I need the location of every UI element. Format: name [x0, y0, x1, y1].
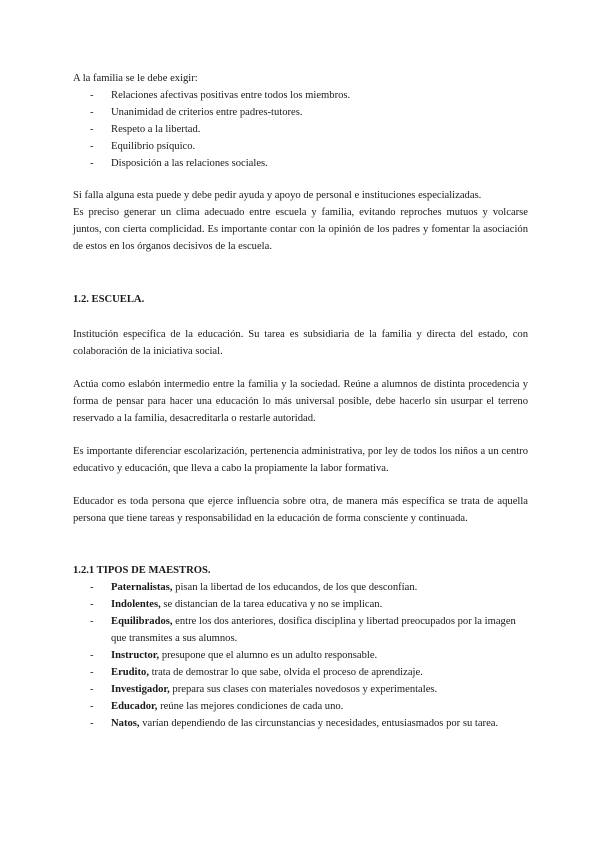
list-item: - Disposición a las relaciones sociales.: [73, 155, 528, 172]
section-heading-tipos-maestros: 1.2.1 TIPOS DE MAESTROS.: [73, 565, 211, 576]
term: Equilibrados,: [111, 616, 173, 627]
list-item: [73, 681, 528, 698]
list-item: - Equilibrio psíquico.: [73, 138, 528, 155]
term: Natos,: [111, 718, 140, 729]
family-paragraph-2: Es preciso generar un clima adecuado entre escuela y familia, evitando reproches mutuos y volcarse juntos, con cierta complicidad. Es importante contar con la opinión de los padres y fomentar la asociación de estos en los órganos decisivos de la escuela.: [73, 207, 528, 252]
list-item: [73, 596, 528, 613]
escuela-paragraph-1: Institución específica de la educación. Su tarea es subsidiaria de la familia y directa del estado, con colaboración de la iniciativa social.: [73, 329, 528, 357]
escuela-paragraph-2: Actúa como eslabón intermedio entre la familia y la sociedad. Reúne a alumnos de distinta procedencia y forma de pensar para hacer una educación lo más universal posible, debe hacerlo sin usurpar el terreno reservado a la familia, desacreditarla o restarle autoridad.: [73, 379, 528, 424]
list-item: - Respeto a la libertad.: [73, 121, 528, 138]
escuela-paragraph-4: Educador es toda persona que ejerce influencia sobre otra, de manera más específica se trata de aquella persona que tiene tareas y responsabilidad en la educación de forma consciente y continuada.: [73, 496, 528, 524]
escuela-paragraph-3: Es importante diferenciar escolarización, pertenencia administrativa, por ley de todos los niños a un centro educativo y educación, que lleva a cabo la propiamente la labor formativa.: [73, 446, 528, 474]
term: Indolentes,: [111, 599, 161, 610]
description: reúne las mejores condiciones de cada uno.: [157, 701, 344, 712]
term: Investigador,: [111, 684, 170, 695]
family-requirements-list: [73, 87, 528, 172]
family-paragraph-1: Si falla alguna esta puede y debe pedir ayuda y apoyo de personal e instituciones especializadas.: [73, 190, 482, 201]
term: Erudito,: [111, 667, 149, 678]
list-item: [73, 613, 528, 647]
description: pisan la libertad de los educandos, de los que desconfían.: [172, 582, 418, 593]
description: entre los dos anteriores, dosifica disciplina y libertad preocupados por la imagen que transmites a sus alumnos.: [111, 616, 516, 644]
intro-text: A la familia se le debe exigir:: [73, 73, 198, 84]
term: Educador,: [111, 701, 158, 712]
list-item: - Unanimidad de criterios entre padres-tutores.: [73, 104, 528, 121]
list-item: [73, 579, 528, 596]
description: prepara sus clases con materiales novedosos y experimentales.: [169, 684, 438, 695]
teacher-types-list: [73, 579, 528, 732]
list-item: [73, 647, 528, 664]
document-page: [73, 70, 528, 732]
list-item: [73, 664, 528, 681]
list-item: [73, 715, 528, 732]
description: se distancian de la tarea educativa y no se implican.: [160, 599, 383, 610]
list-item: [73, 698, 528, 715]
description: trata de demostrar lo que sabe, olvida el proceso de aprendizaje.: [148, 667, 423, 678]
description: varían dependiendo de las circunstancias y necesidades, entusiasmados por su tarea.: [139, 718, 499, 729]
section-heading-escuela: 1.2. ESCUELA.: [73, 294, 145, 305]
term: Paternalistas,: [111, 582, 173, 593]
description: presupone que el alumno es un adulto responsable.: [159, 650, 378, 661]
list-item: - Relaciones afectivas positivas entre todos los miembros.: [73, 87, 528, 104]
term: Instructor,: [111, 650, 160, 661]
